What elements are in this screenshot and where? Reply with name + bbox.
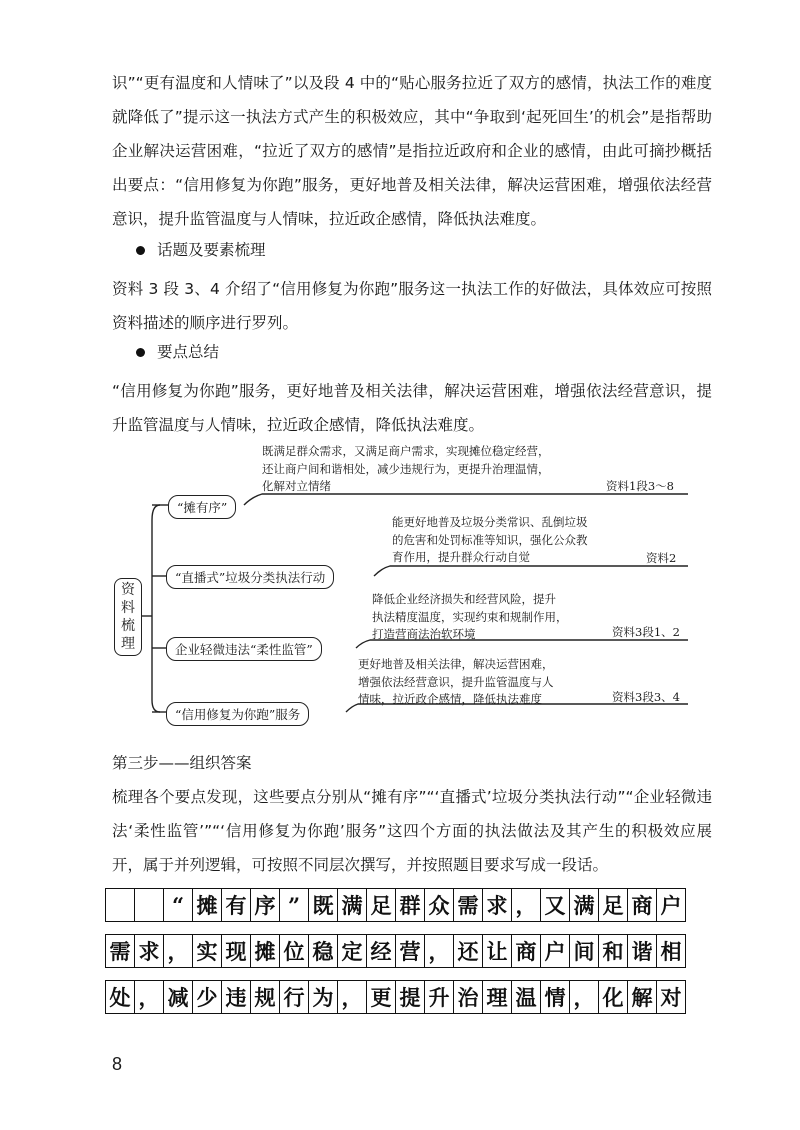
answer-grid-cell: 摊 [192, 888, 222, 922]
answer-grid-cell: 定 [337, 934, 367, 968]
mindmap-branch-3-text [372, 591, 568, 644]
answer-grid-cell: 有 [221, 888, 251, 922]
answer-grid-cell: 经 [366, 934, 396, 968]
answer-grid-cell: ， [424, 934, 454, 968]
answer-grid-cell: 足 [598, 888, 628, 922]
answer-grid-cell: 稳 [308, 934, 338, 968]
answer-grid-cell: 位 [279, 934, 309, 968]
section-topic-title: 话题及要素梳理 [157, 241, 266, 259]
mindmap-text-line: 更好地普及相关法律，解决运营困难， [358, 657, 554, 671]
answer-grid-cell: ” [279, 888, 309, 922]
mindmap-text-line: 的危害和处罚标准等知识，强化公众教 [392, 532, 588, 547]
answer-grid-cell [105, 888, 135, 922]
answer-grid-cell: 理 [482, 980, 512, 1014]
answer-grid-cell: ， [337, 980, 367, 1014]
answer-grid-cell: 间 [569, 934, 599, 968]
answer-grid-cell: 营 [395, 934, 425, 968]
mindmap-text-line: 打造营商法治软环境 [372, 627, 476, 641]
mindmap-text-line: 育作用，提升群众行动自觉 [392, 550, 530, 564]
mindmap-text-line: 化解对立情绪 [262, 479, 331, 493]
mindmap-branch-1-text [262, 443, 550, 496]
answer-grid-cell: 解 [627, 980, 657, 1014]
answer-grid-cell: 商 [511, 934, 541, 968]
answer-grid-cell: 提 [395, 980, 425, 1014]
mindmap-underline-2 [374, 566, 688, 576]
answer-grid-cell: “ [163, 888, 193, 922]
answer-grid-cell: 情 [540, 980, 570, 1014]
answer-grid-cell: ， [569, 980, 599, 1014]
answer-grid-cell: 群 [395, 888, 425, 922]
answer-grid-cell: 实 [192, 934, 222, 968]
answer-grid-cell: 还 [453, 934, 483, 968]
answer-grid-cell: 相 [656, 934, 686, 968]
answer-grid-cell: 众 [424, 888, 454, 922]
answer-grid-cell: 满 [337, 888, 367, 922]
answer-grid-cell: 让 [482, 934, 512, 968]
answer-grid-cell: 需 [105, 934, 135, 968]
mindmap-branch-2-text [392, 514, 588, 567]
answer-grid-cell: ， [163, 934, 193, 968]
mindmap-root-char: 资 [121, 582, 135, 598]
answer-grid-row [106, 980, 686, 1014]
mindmap-branch-4-source: 资料3段3、4 [612, 690, 680, 704]
answer-grid-cell: 为 [308, 980, 338, 1014]
answer-grid-cell: 现 [221, 934, 251, 968]
mindmap-node-4: “信用修复为你跑”服务 [166, 702, 309, 726]
answer-grid-cell: 求 [134, 934, 164, 968]
answer-grid-cell [134, 888, 164, 922]
answer-grid-cell: 摊 [250, 934, 280, 968]
answer-grid-cell: 商 [627, 888, 657, 922]
answer-grid-row [106, 888, 686, 922]
answer-grid-cell: 满 [569, 888, 599, 922]
mindmap-node-1: “摊有序” [168, 495, 236, 519]
mindmap-branch-3-source: 资料3段1、2 [612, 625, 680, 639]
answer-grid-cell: 治 [453, 980, 483, 1014]
answer-grid-cell: 既 [308, 888, 338, 922]
mindmap-root-char: 理 [121, 636, 135, 652]
page-number: 8 [112, 1054, 123, 1074]
mindmap-branch-4-text [358, 656, 554, 709]
step3-body: 梳理各个要点发现，这些要点分别从“摊有序”“‘直播式’垃圾分类执法行动”“企业轻微违法‘柔性监管’”“‘信用修复为你跑’服务”这四个方面的执法做法及其产生的积极效应展开，属于并列逻辑，可按照不同层次撰写，并按照题目要求写成一段话。 [112, 788, 712, 874]
mindmap-trunk [152, 505, 160, 712]
answer-grid-cell: 又 [540, 888, 570, 922]
answer-grid-cell: ， [134, 980, 164, 1014]
intro-paragraph: 识”“更有温度和人情味了”以及段 4 中的“贴心服务拉近了双方的感情，执法工作的难度就降低了”提示这一执法方式产生的积极效应，其中“争取到‘起死回生’的机会”是指帮助企业解决运营困难，“拉近了双方的感情”是指拉近政府和企业的感情，由此可摘抄概括出要点：“信用修复为你跑”服务，更好地普及相关法律，解决运营困难，增强依法经营意识，提升监管温度与人情味，拉近政企感情，降低执法难度。 [112, 74, 712, 228]
step3-heading: 第三步——组织答案 [112, 754, 252, 772]
answer-grid-cell: 规 [250, 980, 280, 1014]
answer-grid-cell: 和 [598, 934, 628, 968]
mindmap-node-3: 企业轻微违法“柔性监管” [166, 637, 322, 661]
answer-grid-cell: ， [511, 888, 541, 922]
answer-grid-cell: 更 [366, 980, 396, 1014]
answer-grid-cell: 减 [163, 980, 193, 1014]
answer-grid-cell: 求 [482, 888, 512, 922]
answer-grid-cell: 户 [656, 888, 686, 922]
mindmap-text-line: 能更好地普及垃圾分类常识、乱倒垃圾 [392, 515, 588, 529]
answer-grid-cell: 户 [540, 934, 570, 968]
answer-grid-cell: 少 [192, 980, 222, 1014]
mindmap-root-char: 梳 [121, 618, 135, 634]
section-summary-title: 要点总结 [157, 343, 220, 361]
answer-grid-cell: 足 [366, 888, 396, 922]
answer-grid-row [106, 934, 686, 968]
mindmap-text-line: 执法精度温度，实现约束和规制作用， [372, 609, 568, 624]
answer-grid-cell: 违 [221, 980, 251, 1014]
mindmap-text-line: 情味，拉近政企感情，降低执法难度 [358, 692, 542, 706]
mindmap-text-line: 还让商户间和谐相处，减少违规行为，更提升治理温情， [262, 461, 550, 476]
section-summary-body: “信用修复为你跑”服务，更好地普及相关法律，解决运营困难，增强依法经营意识，提升监管温度与人情味，拉近政企感情，降低执法难度。 [112, 382, 712, 434]
mindmap-underline-1 [244, 494, 688, 505]
answer-grid-cell: 需 [453, 888, 483, 922]
mindmap-root [114, 578, 142, 656]
mindmap-text-line: 既满足群众需求，又满足商户需求，实现摊位稳定经营， [262, 444, 550, 458]
answer-grid-cell: 处 [105, 980, 135, 1014]
section-topic-body: 资料 3 段 3、4 介绍了“信用修复为你跑”服务这一执法工作的好做法，具体效应可按照资料描述的顺序进行罗列。 [112, 280, 712, 332]
answer-grid-cell: 谐 [627, 934, 657, 968]
answer-grid-cell: 序 [250, 888, 280, 922]
answer-grid-cell: 升 [424, 980, 454, 1014]
answer-grid-cell: 行 [279, 980, 309, 1014]
mindmap-node-2: “直播式”垃圾分类执法行动 [166, 565, 334, 589]
mindmap-text-line: 增强依法经营意识，提升监管温度与人 [358, 674, 554, 689]
mindmap-branch-1-source: 资料1段3～8 [606, 479, 674, 493]
mindmap-root-char: 料 [121, 600, 135, 616]
answer-grid-cell: 对 [656, 980, 686, 1014]
mindmap-text-line: 降低企业经济损失和经营风险，提升 [372, 592, 556, 606]
mindmap-branch-2-source: 资料2 [646, 551, 677, 565]
answer-grid-cell: 化 [598, 980, 628, 1014]
answer-grid-cell: 温 [511, 980, 541, 1014]
